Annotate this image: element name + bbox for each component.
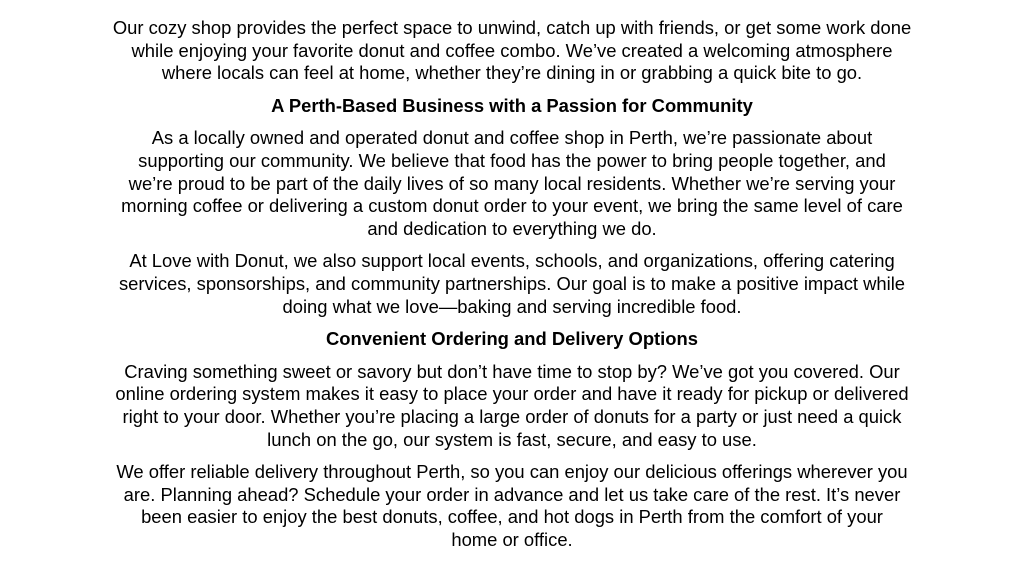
ordering-paragraph-1 — [40, 361, 984, 451]
community-paragraph-2 — [40, 250, 984, 318]
heading-text: Convenient Ordering and Delivery Options — [326, 328, 698, 350]
text-line: Our cozy shop provides the perfect space to unwind, catch up with friends, or get some work done — [112, 17, 912, 38]
text-line: home or office. — [451, 528, 573, 550]
text-line: and dedication to everything we do. — [367, 217, 657, 239]
text-line: morning coffee or delivering a custom donut order to your event, we bring the same level of care — [121, 195, 903, 217]
text-line: As a locally owned and operated donut and coffee shop in Perth, we’re passionate about — [151, 127, 873, 149]
text-line: doing what we love—baking and serving incredible food. — [282, 295, 742, 317]
intro-paragraph — [40, 17, 984, 85]
text-line: while enjoying your favorite donut and coffee combo. We’ve created a welcoming atmosphere — [131, 39, 893, 61]
text-line: are. Planning ahead? Schedule your order in advance and let us take care of the rest. It’s never — [123, 483, 901, 505]
community-paragraph-1 — [40, 127, 984, 240]
text-line: Craving something sweet or savory but don’t have time to stop by? We’ve got you covered. Our — [124, 360, 900, 382]
text-line: supporting our community. We believe that food has the power to bring people together, and — [138, 149, 886, 171]
ordering-heading — [40, 328, 984, 351]
text-line: lunch on the go, our system is fast, secure, and easy to use. — [267, 428, 757, 450]
heading-text: A Perth-Based Business with a Passion for Community — [271, 94, 753, 116]
text-line: services, sponsorships, and community partnerships. Our goal is to make a positive impact while — [118, 272, 906, 294]
text-line: right to your door. Whether you’re placing a large order of donuts for a party or just need a quick — [122, 405, 902, 427]
text-line: we’re proud to be part of the daily lives of so many local residents. Whether we’re serving your — [128, 172, 896, 194]
community-heading — [40, 95, 984, 118]
text-line: We offer reliable delivery throughout Perth, so you can enjoy our delicious offerings wherever you — [116, 461, 908, 483]
ordering-paragraph-2 — [40, 461, 984, 551]
text-line: At Love with Donut, we also support local events, schools, and organizations, offering catering — [129, 250, 895, 272]
text-line: online ordering system makes it easy to place your order and have it ready for pickup or delivered — [115, 383, 909, 405]
text-line: been easier to enjoy the best donuts, coffee, and hot dogs in Perth from the comfort of your — [141, 506, 883, 528]
text-line: where locals can feel at home, whether they’re dining in or grabbing a quick bite to go. — [161, 62, 863, 84]
